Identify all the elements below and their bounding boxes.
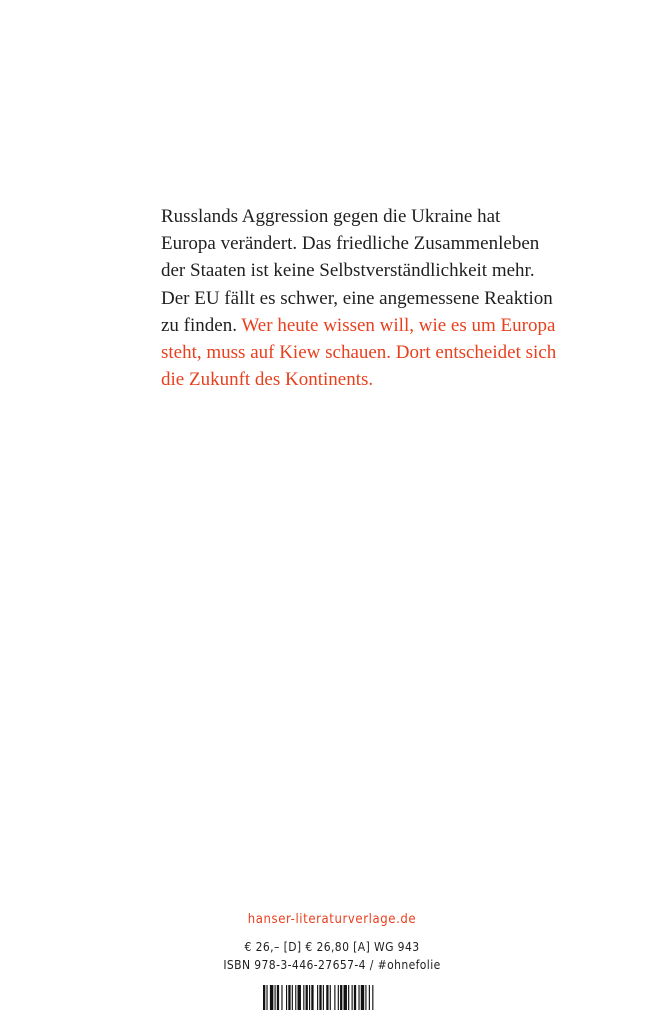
barcode-bar	[372, 985, 373, 1010]
barcode-bar	[309, 985, 310, 1010]
barcode-bar	[311, 985, 313, 1010]
barcode-bar	[361, 985, 364, 1010]
barcode-bar	[281, 985, 282, 1010]
barcode-bar	[266, 985, 267, 1010]
publisher-url[interactable]: hanser-literaturverlage.de	[247, 912, 417, 927]
barcode-bar	[319, 985, 321, 1010]
barcode-bar	[295, 985, 296, 1010]
isbn-info: ISBN 978-3-446-27657-4 / #ohnefolie	[223, 958, 441, 972]
blurb-line: der Staaten ist keine Selbstverständlichkeit mehr.	[161, 260, 535, 282]
barcode-bar	[369, 985, 370, 1010]
barcode-icon	[263, 985, 411, 1010]
barcode-bar	[352, 985, 353, 1010]
barcode-bar	[292, 985, 293, 1010]
barcode-bar	[306, 985, 308, 1010]
barcode-bar	[340, 985, 342, 1010]
blurb-line	[161, 339, 581, 366]
barcode-bar	[348, 985, 349, 1010]
barcode-bar	[354, 985, 356, 1010]
barcode-bar	[344, 985, 347, 1010]
barcode-bar	[317, 985, 318, 1010]
barcode-bar	[330, 985, 331, 1010]
barcode-bar	[288, 985, 290, 1010]
barcode-bar	[334, 985, 335, 1010]
blurb-line: Russlands Aggression gegen die Ukraine hat	[161, 206, 501, 227]
barcode-bar	[323, 985, 324, 1010]
barcode-bar	[358, 985, 359, 1010]
barcode-bar	[263, 985, 265, 1010]
blurb-line: Europa verändert. Das friedliche Zusammenleben	[161, 233, 540, 255]
blurb-highlight: die Zukunft des Kontinents.	[161, 369, 374, 391]
barcode-bar	[365, 985, 366, 1010]
barcode-bar	[303, 985, 304, 1010]
barcode-bar	[286, 985, 287, 1010]
barcode-bar	[270, 985, 273, 1010]
barcode-bar	[275, 985, 276, 1010]
barcode-bar	[326, 985, 328, 1010]
back-cover-blurb	[161, 203, 581, 393]
barcode-bar	[277, 985, 279, 1010]
blurb-line: zu finden. Wer heute wissen will, wie es um Europa	[161, 314, 556, 336]
blurb-highlight: Wer heute wissen will, wie es um Europa	[241, 314, 556, 336]
barcode-bar	[298, 985, 301, 1010]
blurb-line: Der EU fällt es schwer, eine angemessene Reaktion	[161, 287, 553, 309]
blurb-highlight: steht, muss auf Kiew schauen. Dort entscheidet sich	[161, 342, 557, 364]
price-info: € 26,– [D] € 26,80 [A] WG 943	[244, 940, 420, 954]
blurb-line	[161, 366, 581, 393]
barcode-bar	[338, 985, 339, 1010]
